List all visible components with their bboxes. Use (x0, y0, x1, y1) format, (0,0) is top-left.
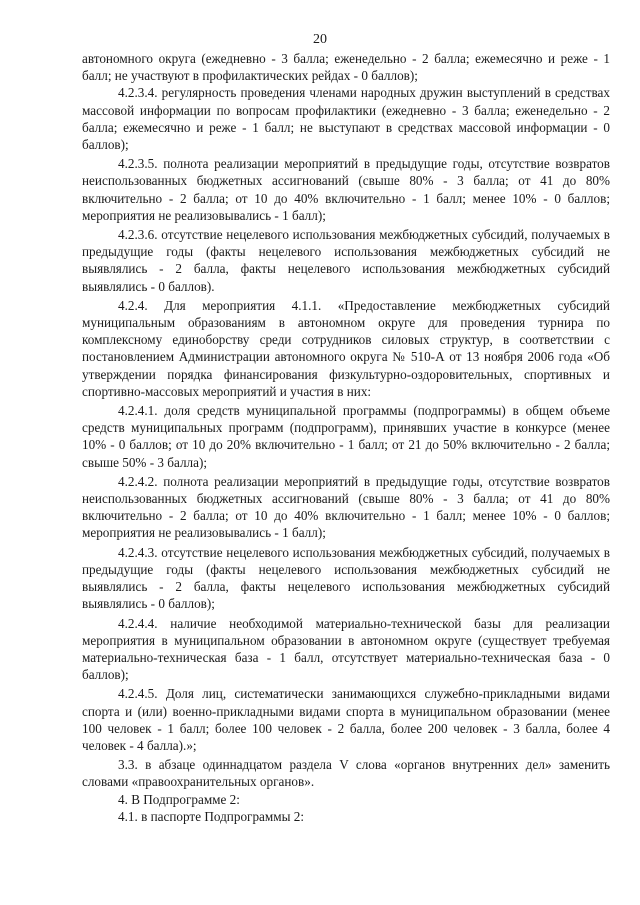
paragraph-4-2-4-4: 4.2.4.4. наличие необходимой материально-технической базы для реализации мероприятия в муниципальном образовании в автономном округе (существует требуемая материально-техническая база - 1 балл, отсутствует материально-техническая база - 0 баллов); (82, 615, 610, 683)
paragraph-4-2-3-4: 4.2.3.4. регулярность проведения членами народных дружин выступлений в средствах массовой информации по вопросам профилактики (ежедневно - 3 балла; еженедельно - 2 балла; ежемесячно и реже - 1 балл; не выступают в средствах массовой информации - 0 баллов); (82, 85, 610, 153)
paragraph-4-2-4-2: 4.2.4.2. полнота реализации мероприятий в предыдущие годы, отсутствие возвратов неиспользованных бюджетных ассигнований (свыше 80% - 3 балла; от 41 до 80% включительно - 2 балла; от 10 до 40% включительно - 1 балл; менее 10% - 0 баллов; мероприятия не реализовывались - 1 балл); (82, 473, 610, 541)
paragraph-4-2-4: 4.2.4. Для мероприятия 4.1.1. «Предоставление межбюджетных субсидий муниципальным образованиям в автономном округе для проведения турнира по комплексному единоборству среди сотрудников силовых структур, в соответствии с постановлением Администрации автономного округа № 510-А от 13 ноября 2006 года «Об утверждении порядка финансирования физкультурно-оздоровительных, спортивных и спортивно-массовых мероприятий и участия в них: (82, 297, 610, 399)
page-number: 20 (313, 32, 327, 47)
paragraph-4-2-3-5: 4.2.3.5. полнота реализации мероприятий в предыдущие годы, отсутствие возвратов неиспользованных бюджетных ассигнований (свыше 80% - 3 балла; от 41 до 80% включительно - 2 балла; от 10 до 40% включительно - 1 балл; менее 10% - 0 баллов; мероприятия не реализовывались - 1 балл); (82, 156, 610, 223)
paragraph-4-2-4-1: 4.2.4.1. доля средств муниципальной программы (подпрограммы) в общем объеме средств муниципальных программ (подпрограмм), принявших участие в конкурсе (менее 10% - 0 баллов; от 10 до 20% включительно - 1 балл; от 21 до 50% включительно - 2 балла; свыше 50% - 3 балла); (82, 403, 610, 470)
paragraph-continuation: автономного округа (ежедневно - 3 балла; еженедельно - 2 балла; ежемесячно и реже - 1 балл; не участвуют в профилактических рейдах - 0 баллов); (82, 51, 610, 84)
paragraph-3-3: 3.3. в абзаце одиннадцатом раздела V слова «органов внутренних дел» заменить словами «правоохранительных органов». (82, 757, 610, 790)
document-body (82, 50, 610, 825)
paragraph-4-1: 4.1. в паспорте Подпрограммы 2: (118, 808, 305, 824)
paragraph-4-2-4-5: 4.2.4.5. Доля лиц, систематически занимающихся служебно-прикладными видами спорта и (или) военно-прикладными видами спорта в муниципальном образовании (менее 100 человек - 1 балл; более 100 человек - 2 балла, более 200 человек - 3 балла, более 4 человек - 4 балла).»; (82, 686, 610, 753)
paragraph-4: 4. В Подпрограмме 2: (118, 791, 240, 807)
paragraph-4-2-4-3: 4.2.4.3. отсутствие нецелевого использования межбюджетных субсидий, получаемых в предыдущие годы (факты нецелевого использования межбюджетных субсидий не выявлялись - 2 балла, факты нецелевого использования межбюджетных субсидий выявлялись - 0 баллов); (82, 544, 610, 612)
paragraph-4-2-3-6: 4.2.3.6. отсутствие нецелевого использования межбюджетных субсидий, получаемых в предыдущие годы (факты нецелевого использования межбюджетных субсидий не выявлялись - 2 балла, факты нецелевого использования межбюджетных субсидий выявлялись - 0 баллов). (82, 227, 610, 294)
